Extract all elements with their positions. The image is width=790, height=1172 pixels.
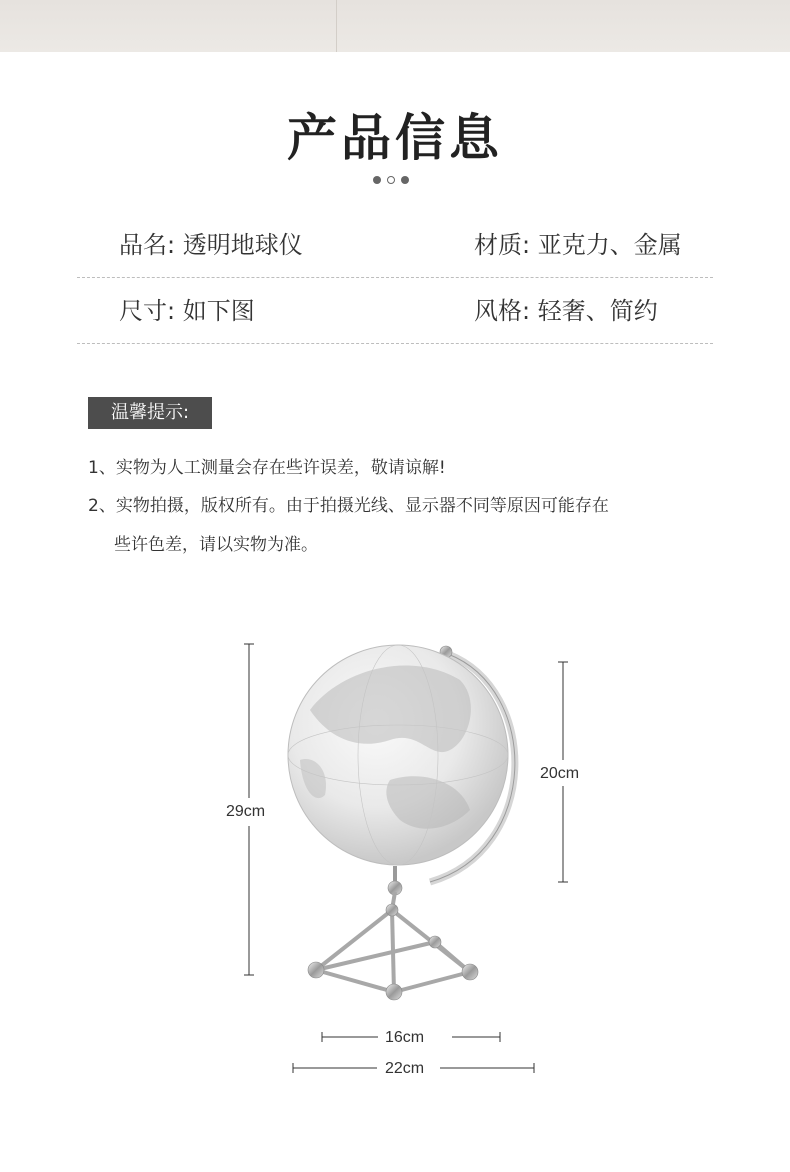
- base-width-label: 16cm: [385, 1029, 425, 1046]
- tip-line-1: 1、实物为人工测量会存在些许误差，敬请谅解!: [88, 458, 446, 478]
- spec-style: 风格: 轻奢、简约: [474, 297, 658, 325]
- total-width-label: 22cm: [385, 1060, 425, 1077]
- tip-line-3: 些许色差，请以实物为准。: [114, 535, 318, 555]
- spec-size: 尺寸: 如下图: [119, 297, 255, 325]
- globe-image: [270, 630, 550, 1010]
- total-height-label: 29cm: [226, 803, 266, 820]
- page-title: 产品信息: [287, 109, 503, 167]
- tip-tag: 温馨提示:: [88, 397, 212, 429]
- spec-name: 品名: 透明地球仪: [119, 231, 303, 259]
- tip-line-2: 2、实物拍摄，版权所有。由于拍摄光线、显示器不同等原因可能存在: [88, 496, 609, 516]
- globe-height-label: 20cm: [540, 765, 580, 782]
- spec-material: 材质: 亚克力、金属: [474, 231, 682, 259]
